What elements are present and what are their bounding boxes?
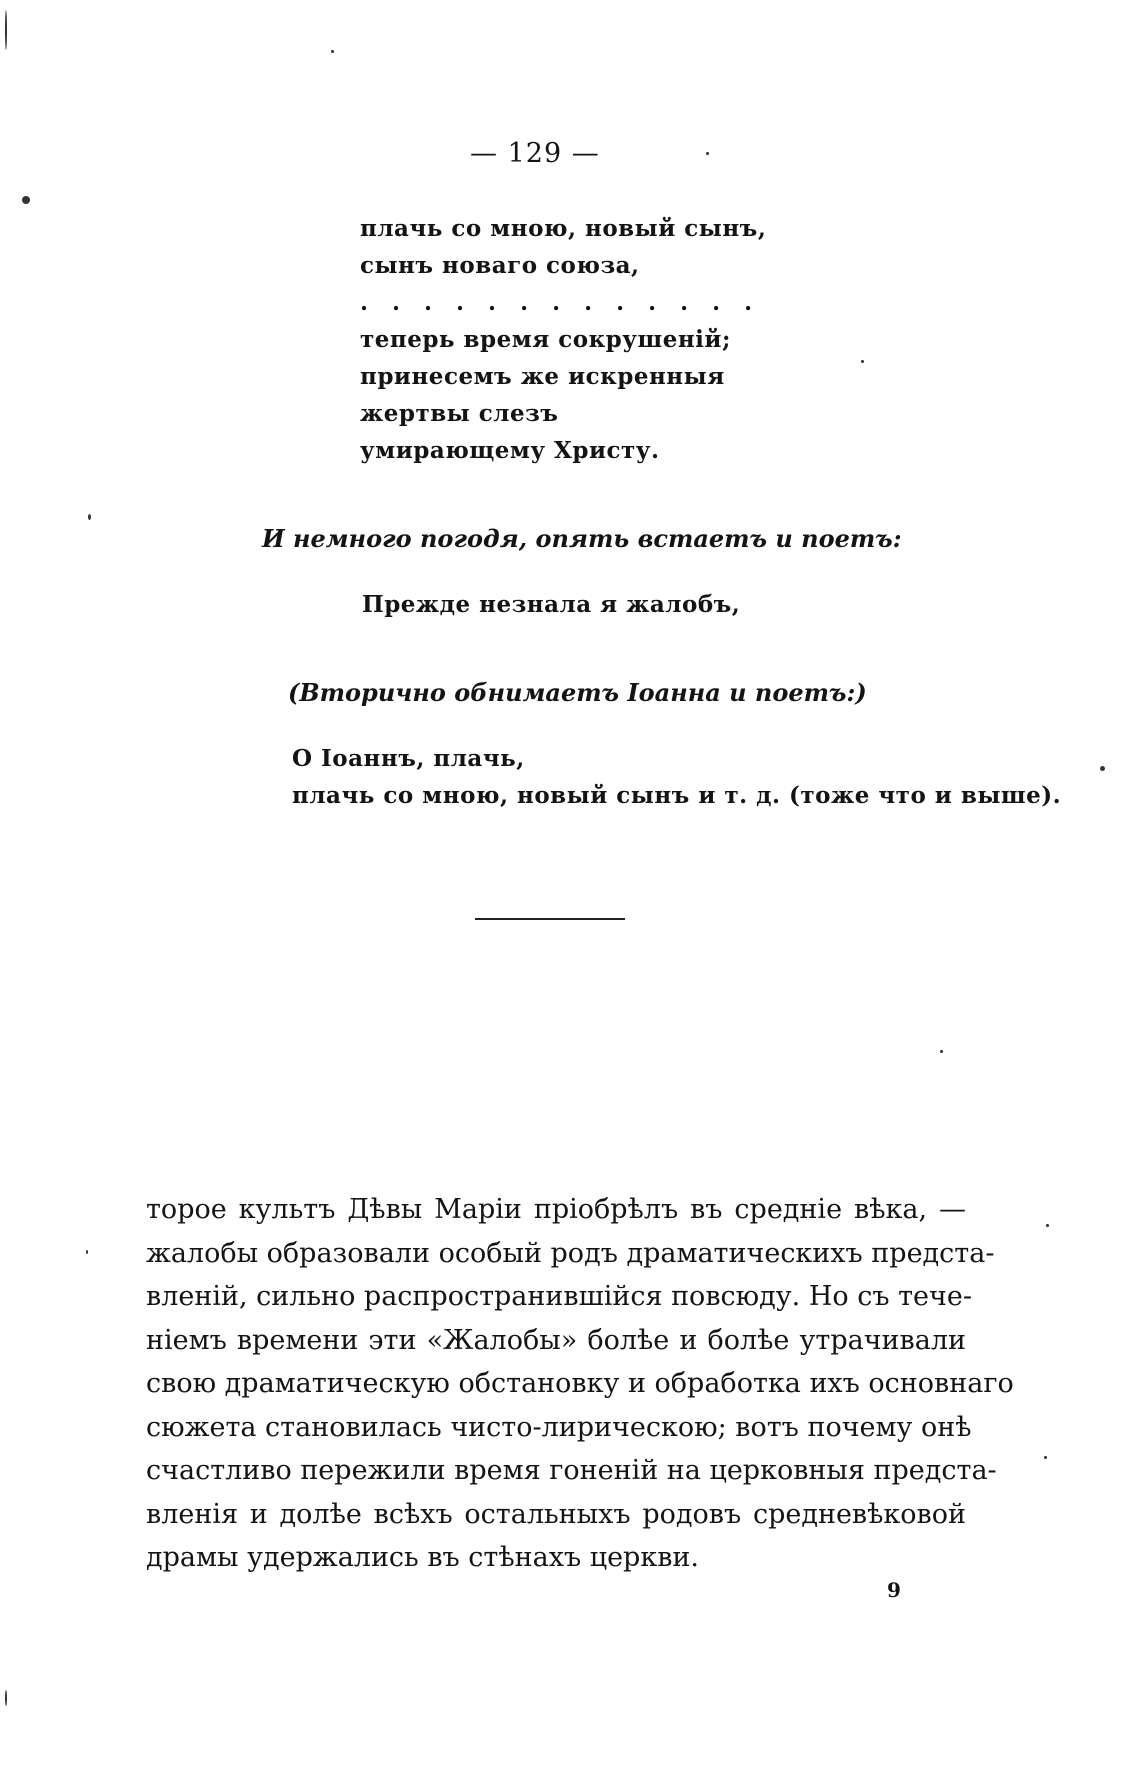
verse-line: жертвы слезъ bbox=[360, 400, 559, 427]
prose-line: ніемъ времени эти «Жалобы» болѣе и болѣе утрачивали bbox=[146, 1324, 966, 1356]
verse-block-2 bbox=[362, 586, 740, 623]
scan-speck bbox=[861, 360, 864, 363]
prose-line: жалобы образовали особый родъ драматическихъ предста- bbox=[146, 1237, 995, 1269]
prose-line: счастливо пережили время гоненій на церковныя предста- bbox=[146, 1455, 997, 1486]
scan-speck bbox=[22, 196, 30, 204]
verse-line: теперь время сокрушеній; bbox=[360, 326, 731, 353]
prose-line: сюжета становилась чисто-лирическою; вотъ почему онѣ bbox=[146, 1411, 972, 1443]
signature-mark: 9 bbox=[887, 1578, 901, 1602]
prose-line: вленій, сильно распространившійся повсюду. Но съ тече- bbox=[146, 1281, 972, 1312]
prose-paragraph bbox=[146, 1188, 1014, 1580]
verse-line: О Іоаннъ, плачь, bbox=[292, 745, 525, 772]
scan-speck bbox=[940, 1050, 943, 1053]
stage-direction: (Вторично обнимаетъ Іоанна и поетъ:) bbox=[288, 678, 867, 707]
prose-line: свою драматическую обстановку и обработка ихъ основнаго bbox=[146, 1368, 1014, 1399]
verse-block-3 bbox=[292, 740, 1061, 814]
scan-speck bbox=[5, 10, 7, 50]
verse-line: Прежде незнала я жалобъ, bbox=[362, 591, 741, 618]
prose-line: драмы удержались въ стѣнахъ церкви. bbox=[146, 1542, 699, 1573]
verse-line: умирающему Христу. bbox=[360, 437, 660, 464]
ellipsis-row: . . . . . . . . . . . . . bbox=[360, 289, 761, 316]
scan-speck bbox=[706, 152, 709, 155]
scan-speck bbox=[86, 1250, 88, 1254]
scan-speck bbox=[1100, 766, 1105, 771]
scan-speck bbox=[5, 1690, 7, 1706]
section-divider bbox=[475, 918, 625, 920]
verse-line: сынъ новаго союза, bbox=[360, 252, 640, 279]
verse-line: плачь со мною, новый сынъ и т. д. (тоже что и выше). bbox=[292, 782, 1062, 809]
stage-direction: И немного погодя, опять встаетъ и поетъ: bbox=[262, 524, 902, 553]
verse-line: плачь со мною, новый сынъ, bbox=[360, 215, 767, 242]
prose-line: торое культъ Дѣвы Маріи пріобрѣлъ въ средніе вѣка, — bbox=[146, 1194, 966, 1225]
scan-speck bbox=[331, 50, 334, 53]
verse-block-1 bbox=[360, 210, 766, 469]
verse-line: принесемъ же искренныя bbox=[360, 363, 725, 390]
scan-speck bbox=[88, 514, 91, 520]
scan-speck bbox=[1046, 1224, 1049, 1227]
page-number: — 129 — bbox=[470, 138, 600, 169]
prose-line: вленія и долѣе всѣхъ остальныхъ родовъ средневѣковой bbox=[146, 1498, 966, 1530]
scan-speck bbox=[1044, 1456, 1047, 1459]
